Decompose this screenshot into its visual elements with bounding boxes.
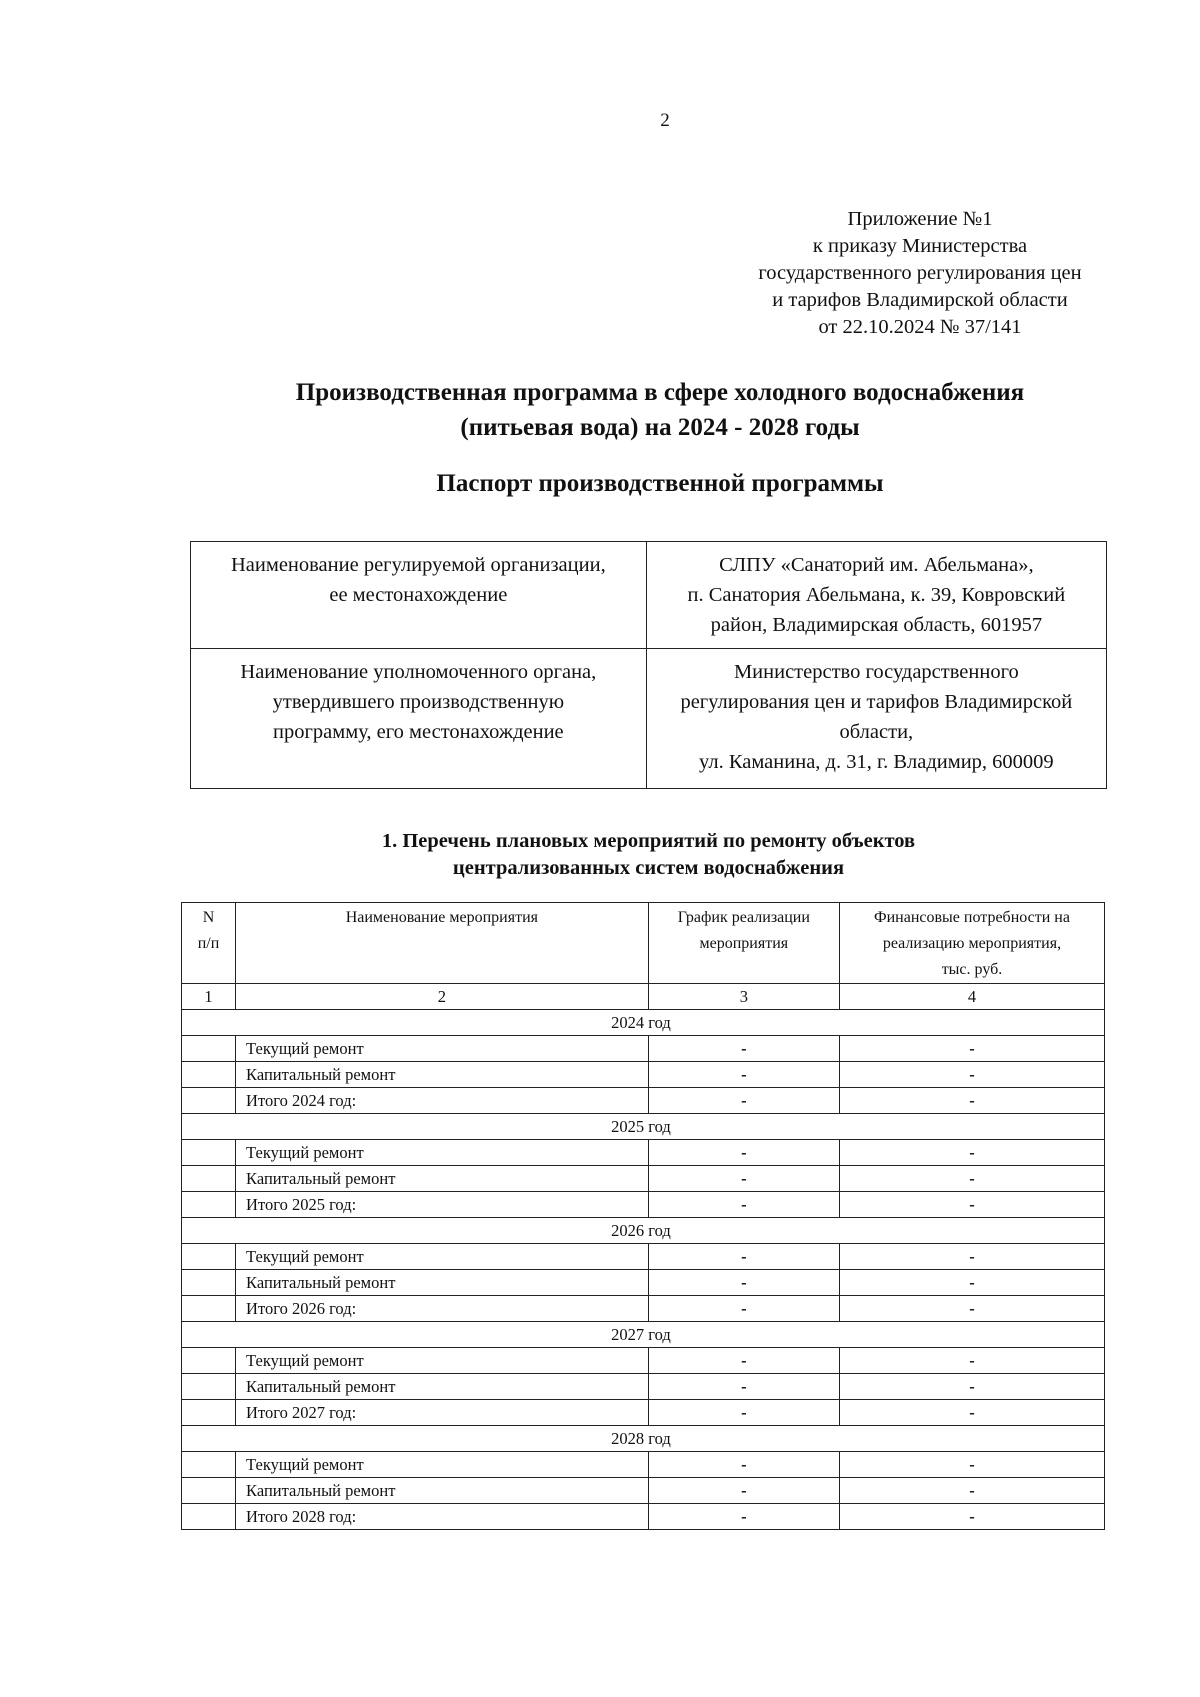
row-name: Итого 2025 год: <box>236 1192 649 1218</box>
row-name: Итого 2027 год: <box>236 1400 649 1426</box>
cell-line: Наименование регулируемой организации, <box>230 554 606 576</box>
header-line: мероприятия <box>699 935 789 952</box>
row-name: Итого 2024 год: <box>236 1088 649 1114</box>
passport-label-cell <box>191 542 647 649</box>
passport-row <box>191 649 1107 789</box>
passport-title: Паспорт производственной программы <box>436 470 884 497</box>
table-row <box>182 1270 1105 1296</box>
cell-line: СЛПУ «Санаторий им. Абельмана», <box>719 554 1034 576</box>
row-finance: - <box>839 1478 1104 1504</box>
header-schedule <box>648 903 839 984</box>
table-row <box>182 1166 1105 1192</box>
cell-line: области, <box>839 721 914 743</box>
year-row <box>182 1218 1105 1244</box>
row-name: Текущий ремонт <box>236 1452 649 1478</box>
table-row <box>182 1062 1105 1088</box>
row-name: Капитальный ремонт <box>236 1478 649 1504</box>
header-line: N <box>202 909 215 926</box>
program-title-line: (питьевая вода) на 2024 - 2028 годы <box>460 414 860 441</box>
column-number: 4 <box>839 984 1104 1010</box>
header-line: реализацию мероприятия, <box>882 935 1062 952</box>
passport-value-cell <box>646 542 1106 649</box>
table-row <box>182 1478 1105 1504</box>
row-finance: - <box>839 1374 1104 1400</box>
row-finance: - <box>839 1140 1104 1166</box>
table-row <box>182 1374 1105 1400</box>
header-line: п/п <box>197 935 220 952</box>
header-finance <box>839 903 1104 984</box>
column-number: 2 <box>236 984 649 1010</box>
row-schedule: - <box>648 1270 839 1296</box>
cell-line: район, Владимирская область, 601957 <box>710 614 1043 636</box>
passport-label-cell <box>191 649 647 789</box>
column-numbering-row <box>182 984 1105 1010</box>
header-line: тыс. руб. <box>941 961 1003 978</box>
row-finance: - <box>839 1036 1104 1062</box>
row-schedule: - <box>648 1192 839 1218</box>
passport-value-cell <box>646 649 1106 789</box>
row-finance: - <box>839 1062 1104 1088</box>
row-num <box>182 1088 236 1114</box>
row-num <box>182 1452 236 1478</box>
row-finance: - <box>839 1192 1104 1218</box>
row-num <box>182 1166 236 1192</box>
row-schedule: - <box>648 1036 839 1062</box>
row-finance: - <box>839 1296 1104 1322</box>
events-header-row <box>182 903 1105 984</box>
row-num <box>182 1270 236 1296</box>
header-line: График реализации <box>677 909 810 926</box>
row-schedule: - <box>648 1140 839 1166</box>
row-schedule: - <box>648 1166 839 1192</box>
row-name: Капитальный ремонт <box>236 1270 649 1296</box>
table-row <box>182 1088 1105 1114</box>
section1-title-line: централизованных систем водоснабжения <box>452 857 845 879</box>
section1-title <box>190 828 1107 882</box>
appendix-line: и тарифов Владимирской области <box>772 289 1068 311</box>
row-finance: - <box>839 1088 1104 1114</box>
year-row <box>182 1114 1105 1140</box>
year-label: 2026 год <box>182 1218 1105 1244</box>
row-name: Капитальный ремонт <box>236 1374 649 1400</box>
cell-line: Наименование уполномоченного органа, <box>240 661 597 683</box>
row-schedule: - <box>648 1400 839 1426</box>
row-num <box>182 1400 236 1426</box>
table-row <box>182 1244 1105 1270</box>
column-number: 3 <box>648 984 839 1010</box>
row-name: Текущий ремонт <box>236 1140 649 1166</box>
year-label: 2025 год <box>182 1114 1105 1140</box>
row-num <box>182 1504 236 1530</box>
row-name: Капитальный ремонт <box>236 1166 649 1192</box>
appendix-line: государственного регулирования цен <box>758 262 1082 284</box>
row-finance: - <box>839 1400 1104 1426</box>
cell-line: п. Санатория Абельмана, к. 39, Ковровский <box>687 584 1066 606</box>
row-finance: - <box>839 1348 1104 1374</box>
table-row <box>182 1036 1105 1062</box>
row-num <box>182 1348 236 1374</box>
appendix-line: Приложение №1 <box>847 208 993 230</box>
row-schedule: - <box>648 1504 839 1530</box>
header-num <box>182 903 236 984</box>
year-label: 2027 год <box>182 1322 1105 1348</box>
row-num <box>182 1140 236 1166</box>
row-schedule: - <box>648 1296 839 1322</box>
row-schedule: - <box>648 1348 839 1374</box>
year-label: 2024 год <box>182 1010 1105 1036</box>
row-name: Текущий ремонт <box>236 1244 649 1270</box>
row-num <box>182 1244 236 1270</box>
table-row <box>182 1192 1105 1218</box>
row-num <box>182 1036 236 1062</box>
row-schedule: - <box>648 1244 839 1270</box>
cell-line: программу, его местонахождение <box>273 721 564 743</box>
row-schedule: - <box>648 1088 839 1114</box>
appendix-line: к приказу Министерства <box>812 235 1028 257</box>
page-number: 2 <box>660 110 670 131</box>
table-row <box>182 1452 1105 1478</box>
appendix-block <box>720 206 1120 341</box>
passport-table <box>190 541 1107 789</box>
year-label: 2028 год <box>182 1426 1105 1452</box>
column-number: 1 <box>182 984 236 1010</box>
row-name: Текущий ремонт <box>236 1036 649 1062</box>
row-name: Итого 2028 год: <box>236 1504 649 1530</box>
cell-line: регулирования цен и тарифов Владимирской <box>680 691 1073 713</box>
row-schedule: - <box>648 1452 839 1478</box>
row-name: Текущий ремонт <box>236 1348 649 1374</box>
appendix-line: от 22.10.2024 № 37/141 <box>818 316 1022 338</box>
program-title-line: Производственная программа в сфере холодного водоснабжения <box>295 379 1025 406</box>
table-row <box>182 1296 1105 1322</box>
table-row <box>182 1140 1105 1166</box>
table-row <box>182 1504 1105 1530</box>
cell-line: Министерство государственного <box>733 661 1019 683</box>
row-schedule: - <box>648 1478 839 1504</box>
row-finance: - <box>839 1244 1104 1270</box>
row-schedule: - <box>648 1062 839 1088</box>
row-num <box>182 1296 236 1322</box>
cell-line: ул. Каманина, д. 31, г. Владимир, 600009 <box>699 751 1054 773</box>
row-num <box>182 1374 236 1400</box>
row-num <box>182 1062 236 1088</box>
row-finance: - <box>839 1504 1104 1530</box>
header-name <box>236 903 649 984</box>
row-schedule: - <box>648 1374 839 1400</box>
row-finance: - <box>839 1166 1104 1192</box>
row-name: Итого 2026 год: <box>236 1296 649 1322</box>
cell-line: ее местонахождение <box>329 584 508 606</box>
row-finance: - <box>839 1270 1104 1296</box>
cell-line: утвердившего производственную <box>272 691 565 713</box>
table-row <box>182 1348 1105 1374</box>
section1-title-line: 1. Перечень плановых мероприятий по ремонту объектов <box>381 830 916 852</box>
header-line: Наименование мероприятия <box>345 909 539 926</box>
passport-row <box>191 542 1107 649</box>
program-title <box>190 375 1130 445</box>
row-name: Капитальный ремонт <box>236 1062 649 1088</box>
year-row <box>182 1322 1105 1348</box>
table-row <box>182 1400 1105 1426</box>
row-num <box>182 1192 236 1218</box>
events-table <box>181 902 1105 1530</box>
row-finance: - <box>839 1452 1104 1478</box>
year-row <box>182 1426 1105 1452</box>
year-row <box>182 1010 1105 1036</box>
header-line: Финансовые потребности на <box>873 909 1070 926</box>
row-num <box>182 1478 236 1504</box>
